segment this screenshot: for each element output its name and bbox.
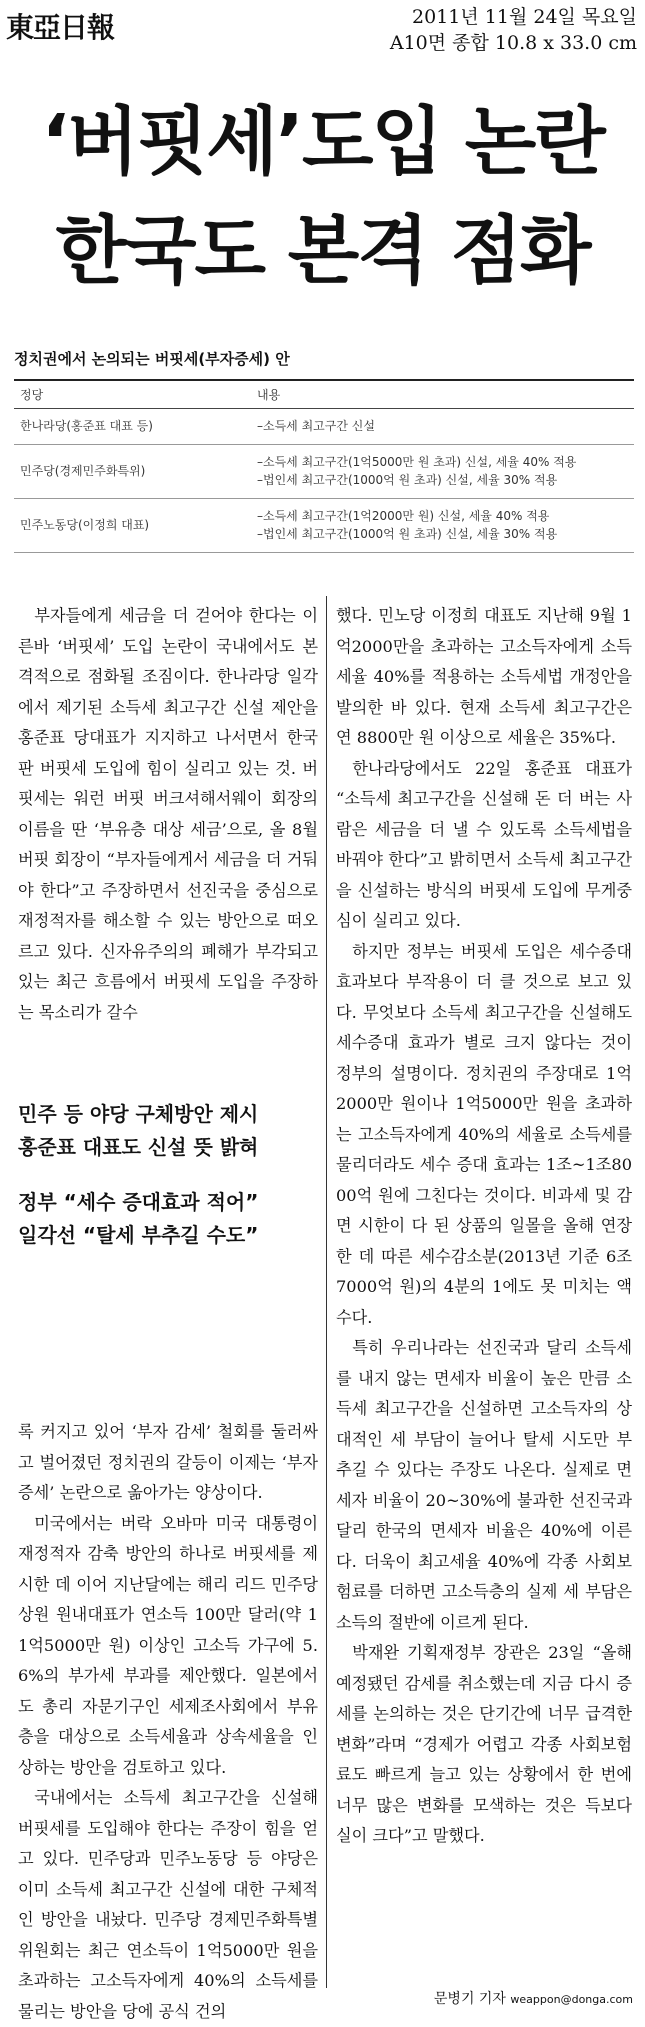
table-cell-party: 민주노동당(이정희 대표) <box>14 498 251 552</box>
subheading: 정부 “세수 증대효과 적어” <box>18 1190 259 1214</box>
content-line: –소득세 최고구간(1억5000만 원 초과) 신설, 세율 40% 적용 <box>257 454 577 469</box>
article-paragraph: 박재완 기획재정부 장관은 23일 “올해 예정됐던 감세를 취소했는데 지금 다시 증세를 논의하는 것은 단기간에 너무 급격한 변화”라며 “경제가 어렵고 각종 사회보험료도 빠르게 늘고 있는 상황에서 한 번에 너무 많은 변화를 모색하는 것은 득보다 실이 크다”고 말했다. <box>336 1643 632 1845</box>
reporter-email: weappon@donga.com <box>510 1993 633 2006</box>
article-column-left-top <box>18 601 318 1028</box>
table-cell-party: 한나라당(홍준표 대표 등) <box>14 409 251 445</box>
article-paragraph: 했다. 민노당 이정희 대표도 지난해 9월 1억2000만을 초과하는 고소득자에게 소득세율 40%를 적용하는 소득세법 개정안을 발의한 바 있다. 현재 소득세 최고구간은 연 8800만 원 이상으로 세율은 35%다. <box>336 606 632 747</box>
table-title: 정치권에서 논의되는 버핏세(부자증세) 안 <box>14 350 290 368</box>
content-line: –소득세 최고구간 신설 <box>257 419 375 433</box>
article-paragraph: 록 커지고 있어 ‘부자 감세’ 철회를 둘러싸고 벌어졌던 정치권의 갈등이 이제는 ‘부자 증세’ 논란으로 옮아가는 양상이다. <box>18 1422 318 1502</box>
reporter-name: 문병기 기자 <box>433 1991 506 2007</box>
table-row <box>14 498 634 552</box>
byline <box>434 1988 633 2008</box>
article-paragraph: 특히 우리나라는 선진국과 달리 소득세를 내지 않는 면세자 비율이 높은 만큼 소득세 최고구간을 신설하면 고소득자의 상대적인 세 부담이 늘어나 탈세 시도만 부추길 수 있다는 주장도 나온다. 실제로 면세자 비율이 20~30%에 불과한 선진국과 달리 한국의 면세자 비율은 40%에 이른다. 더욱이 최고세율 40%에 각종 사회보험료를 더하면 고소득층의 실제 세 부담은 소득의 절반에 이르게 된다. <box>336 1338 632 1632</box>
column-divider <box>326 596 327 1988</box>
article-column-right <box>336 601 632 1852</box>
article-paragraph: 국내에서는 소득세 최고구간을 신설해 버핏세를 도입해야 한다는 주장이 힘을 얻고 있다. 민주당과 민주노동당 등 야당은 이미 소득세 최고구간 신설에 대한 구체적인 방안을 내놨다. 민주당 경제민주화특별위원회는 최근 연소득이 1억5000만 원을 초과하는 고소득자에게 40%의 소득세를 물리는 방안을 당에 공식 건의 <box>18 1788 318 2021</box>
table-row <box>14 444 634 498</box>
table-header-content: 내용 <box>251 380 634 409</box>
newspaper-masthead: 東亞日報 <box>6 11 115 44</box>
subheadings <box>18 1098 318 1252</box>
headline-line-1: ‘버핏세’도입 논란 <box>41 99 604 185</box>
page-header <box>0 0 645 64</box>
article-paragraph: 미국에서는 버락 오바마 미국 대통령이 재정적자 감축 방안의 하나로 버핏세를 제시한 데 이어 지난달에는 해리 리드 민주당 상원 원내대표가 연소득 100만 달러(약 11억5000만 원) 이상인 고소득 가구에 5.6%의 부가세 부과를 제안했다. 일본에서도 총리 자문기구인 세제조사회에서 부유층을 대상으로 소득세율과 상속세율을 인상하는 방안을 검토하고 있다. <box>18 1513 318 1777</box>
content-line: –법인세 최고구간(1000억 원 초과) 신설, 세율 30% 적용 <box>257 473 558 488</box>
page-info: A10면 종합 10.8 x 33.0 cm <box>389 32 637 54</box>
table-row <box>14 409 634 445</box>
article-paragraph: 한나라당에서도 22일 홍준표 대표가 “소득세 최고구간을 신설해 돈 더 버는 사람은 세금을 더 낼 수 있도록 소득세법을 바꿔야 한다”고 밝히면서 소득세 최고구간을 신설하는 방식의 버핏세 도입에 무게중심이 실리고 있다. <box>336 758 632 930</box>
table-cell-content <box>251 409 634 445</box>
table-header-party: 정당 <box>14 380 251 409</box>
headline-line-2: 한국도 본격 점화 <box>55 208 590 294</box>
proposal-table-block <box>14 348 634 553</box>
table-cell-content <box>251 444 634 498</box>
proposal-table <box>14 379 634 553</box>
subheading: 민주 등 야당 구체방안 제시 <box>18 1102 259 1126</box>
table-cell-content <box>251 498 634 552</box>
content-line: –법인세 최고구간(1000억 원 초과) 신설, 세율 30% 적용 <box>257 527 558 542</box>
article-paragraph: 하지만 정부는 버핏세 도입은 세수증대 효과보다 부작용이 더 클 것으로 보고 있다. 무엇보다 소득세 최고구간을 신설해도 세수증대 효과가 별로 크지 않다는 것이 정부의 설명이다. 정치권의 주장대로 1억2000만 원이나 1억5000만 원을 초과하는 고소득자에게 40%의 세율로 소득세를 물리더라도 세수 증대 효과는 1조~1조8000억 원에 그친다는 것이다. 비과세 및 감면 시한이 다 된 상품의 일몰을 올해 연장한 데 따른 세수감소분(2013년 기준 6조7000억 원)의 4분의 1에도 못 미치는 액수다. <box>336 941 632 1327</box>
article-paragraph: 부자들에게 세금을 더 걷어야 한다는 이른바 ‘버핏세’ 도입 논란이 국내에서도 본격적으로 점화될 조짐이다. 한나라당 일각에서 제기된 소득세 최고구간 신설 제안을 홍준표 당대표가 지지하고 나서면서 한국판 버핏세 도입에 힘이 실리고 있는 것. 버핏세는 워런 버핏 버크셔해서웨이 회장의 이름을 딴 ‘부유층 대상 세금’으로, 올 8월 버핏 회장이 “부자들에게서 세금을 더 거둬야 한다”고 주장하면서 선진국을 중심으로 재정적자를 해소할 수 있는 방안으로 떠오르고 있다. 신자유주의의 폐해가 부각되고 있는 최근 흐름에서 버핏세 도입을 주장하는 목소리가 갈수 <box>18 606 318 1022</box>
subheading: 홍준표 대표도 신설 뜻 밝혀 <box>18 1135 259 1159</box>
content-line: –소득세 최고구간(1억2000만 원) 신설, 세율 40% 적용 <box>257 508 550 523</box>
subheading: 일각선 “탈세 부추길 수도” <box>18 1223 259 1247</box>
issue-date: 2011년 11월 24일 목요일 <box>412 6 637 28</box>
article-column-left-bottom <box>18 1417 318 2027</box>
table-cell-party: 민주당(경제민주화특위) <box>14 444 251 498</box>
